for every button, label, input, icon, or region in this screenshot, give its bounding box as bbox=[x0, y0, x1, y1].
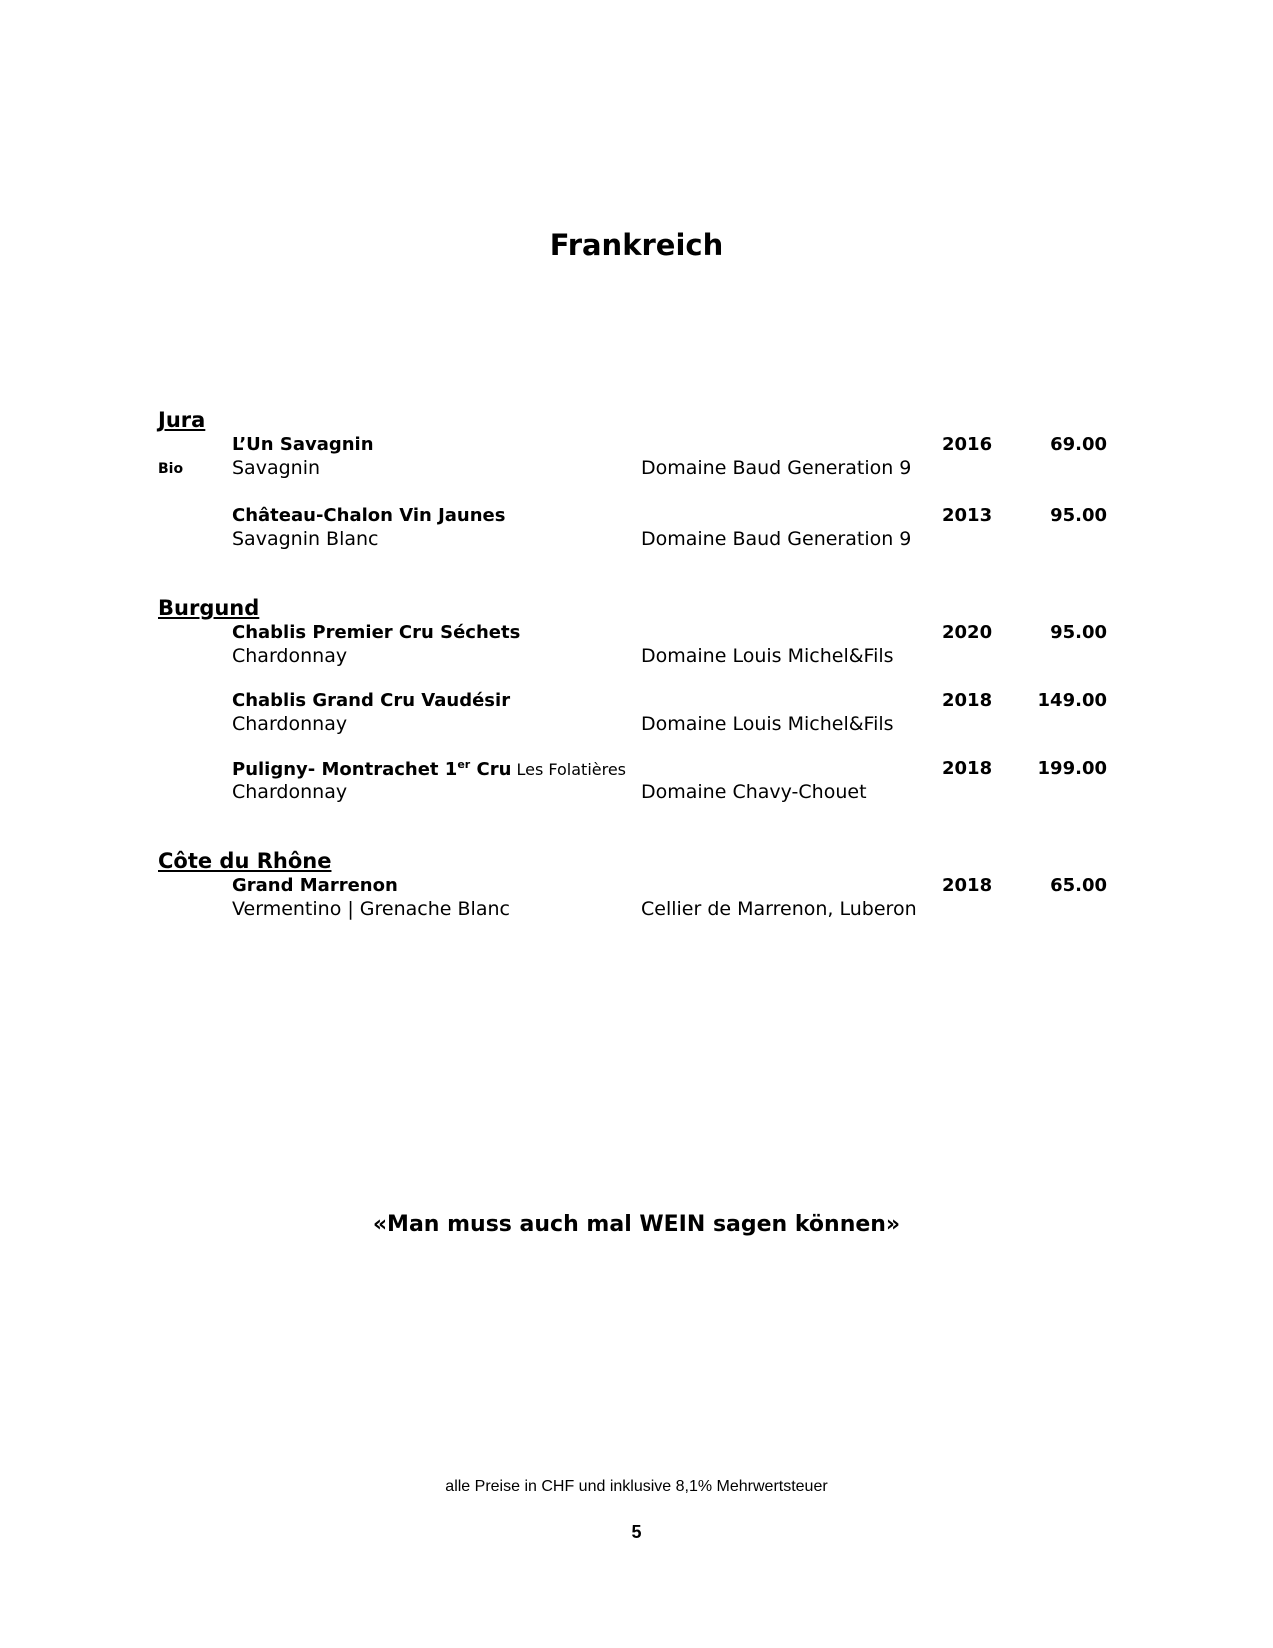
wine-producer: Domaine Chavy-Chouet bbox=[641, 781, 867, 803]
wine-year: 2020 bbox=[942, 622, 993, 643]
wine-year: 2018 bbox=[942, 758, 993, 779]
wine-name-suffix: Les Folatières bbox=[511, 760, 627, 779]
quote: «Man muss auch mal WEIN sagen können» bbox=[372, 1212, 901, 1237]
wine-year: 2018 bbox=[942, 690, 993, 711]
wine-price: 95.00 bbox=[1050, 505, 1107, 526]
wine-grape: Vermentino | Grenache Blanc bbox=[232, 898, 510, 920]
wine-name-continued: Cru bbox=[470, 759, 512, 780]
page-title: Frankreich bbox=[549, 228, 724, 262]
wine-name-superscript: er bbox=[457, 758, 471, 771]
price-footnote: alle Preise in CHF und inklusive 8,1% Mehrwertsteuer bbox=[445, 1478, 828, 1495]
wine-year: 2018 bbox=[942, 875, 993, 896]
wine-producer: Domaine Louis Michel&Fils bbox=[641, 713, 894, 735]
bio-tag: Bio bbox=[158, 461, 184, 477]
wine-price: 95.00 bbox=[1050, 622, 1107, 643]
wine-grape: Savagnin bbox=[232, 457, 321, 479]
wine-price: 149.00 bbox=[1037, 690, 1107, 711]
wine-producer: Domaine Baud Generation 9 bbox=[641, 457, 912, 479]
wine-name: Château-Chalon Vin Jaunes bbox=[232, 505, 506, 526]
wine-price: 69.00 bbox=[1050, 434, 1107, 455]
wine-name: Chablis Grand Cru Vaudésir bbox=[232, 690, 511, 711]
section-heading-jura: Jura bbox=[158, 408, 206, 432]
wine-price: 199.00 bbox=[1037, 758, 1107, 779]
wine-grape: Chardonnay bbox=[232, 781, 348, 803]
page-number: 5 bbox=[631, 1522, 642, 1542]
wine-name: Grand Marrenon bbox=[232, 875, 398, 896]
wine-year: 2013 bbox=[942, 505, 993, 526]
wine-producer: Domaine Baud Generation 9 bbox=[641, 528, 912, 550]
wine-name: L’Un Savagnin bbox=[232, 434, 374, 455]
wine-name: Chablis Premier Cru Séchets bbox=[232, 622, 521, 643]
wine-producer: Cellier de Marrenon, Luberon bbox=[641, 898, 917, 920]
wine-year: 2016 bbox=[942, 434, 993, 455]
wine-price: 65.00 bbox=[1050, 875, 1107, 896]
section-heading-cote-du-rhone: Côte du Rhône bbox=[158, 849, 332, 873]
wine-name-main: Puligny- Montrachet 1 bbox=[232, 759, 458, 780]
wine-grape: Chardonnay bbox=[232, 713, 348, 735]
wine-grape: Savagnin Blanc bbox=[232, 528, 379, 550]
wine-producer: Domaine Louis Michel&Fils bbox=[641, 645, 894, 667]
wine-name bbox=[232, 758, 626, 780]
wine-grape: Chardonnay bbox=[232, 645, 348, 667]
section-heading-burgund: Burgund bbox=[158, 596, 260, 620]
